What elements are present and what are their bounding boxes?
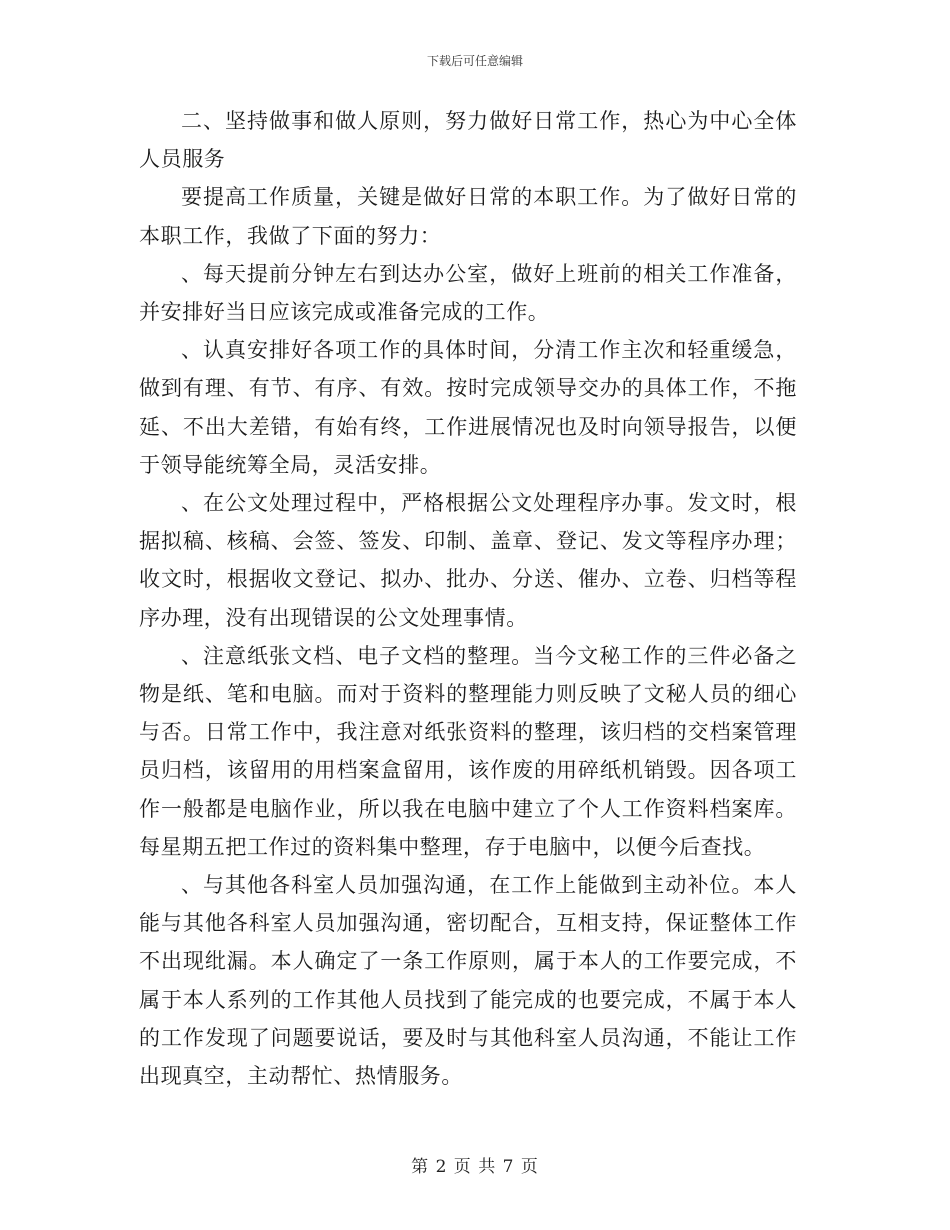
paragraph-item-4: 、注意纸张文档、电子文档的整理。当今文秘工作的三件必备之物是纸、笔和电脑。而对于资料的整理能力则反映了文秘人员的细心与否。日常工作中，我注意对纸张资料的整理，该归档的交档案管理员归档，该留用的用档案盒留用，该作废的用碎纸机销毁。因各项工作一般都是电脑作业，所以我在电脑中建立了个人工作资料档案库。每星期五把工作过的资料集中整理，存于电脑中，以便今后查找。 [139, 643, 797, 859]
document-body [139, 102, 797, 1095]
paragraph-item-5: 、与其他各科室人员加强沟通，在工作上能做到主动补位。本人能与其他各科室人员加强沟通，密切配合，互相支持，保证整体工作不出现纰漏。本人确定了一条工作原则，属于本人的工作要完成，不属于本人系列的工作其他人员找到了能完成的也要完成，不属于本人的工作发现了问题要说话，要及时与其他科室人员沟通，不能让工作出现真空，主动帮忙、热情服务。 [139, 873, 797, 1089]
section-heading: 二、坚持做事和做人原则，努力做好日常工作，热心为中心全体人员服务 [139, 109, 797, 172]
paragraph-item-2: 、认真安排好各项工作的具体时间，分清工作主次和轻重缓急，做到有理、有节、有序、有效。按时完成领导交办的具体工作，不拖延、不出大差错，有始有终，工作进展情况也及时向领导报告，以便于领导能统筹全局，灵活安排。 [139, 338, 797, 477]
paragraph-item-1: 、每天提前分钟左右到达办公室，做好上班前的相关工作准备，并安排好当日应该完成或准备完成的工作。 [139, 261, 797, 325]
page-number: 第 2 页 共 7 页 [411, 1157, 539, 1177]
paragraph-item-3: 、在公文处理过程中，严格根据公文处理程序办事。发文时，根据拟稿、核稿、会签、签发、印制、盖章、登记、发文等程序办理；收文时，根据收文登记、拟办、批办、分送、催办、立卷、归档等程序办理，没有出现错误的公文处理事情。 [139, 491, 797, 630]
intro-paragraph: 要提高工作质量，关键是做好日常的本职工作。为了做好日常的本职工作，我做了下面的努力： [139, 185, 797, 248]
header-note: 下载后可任意编辑 [426, 54, 523, 68]
